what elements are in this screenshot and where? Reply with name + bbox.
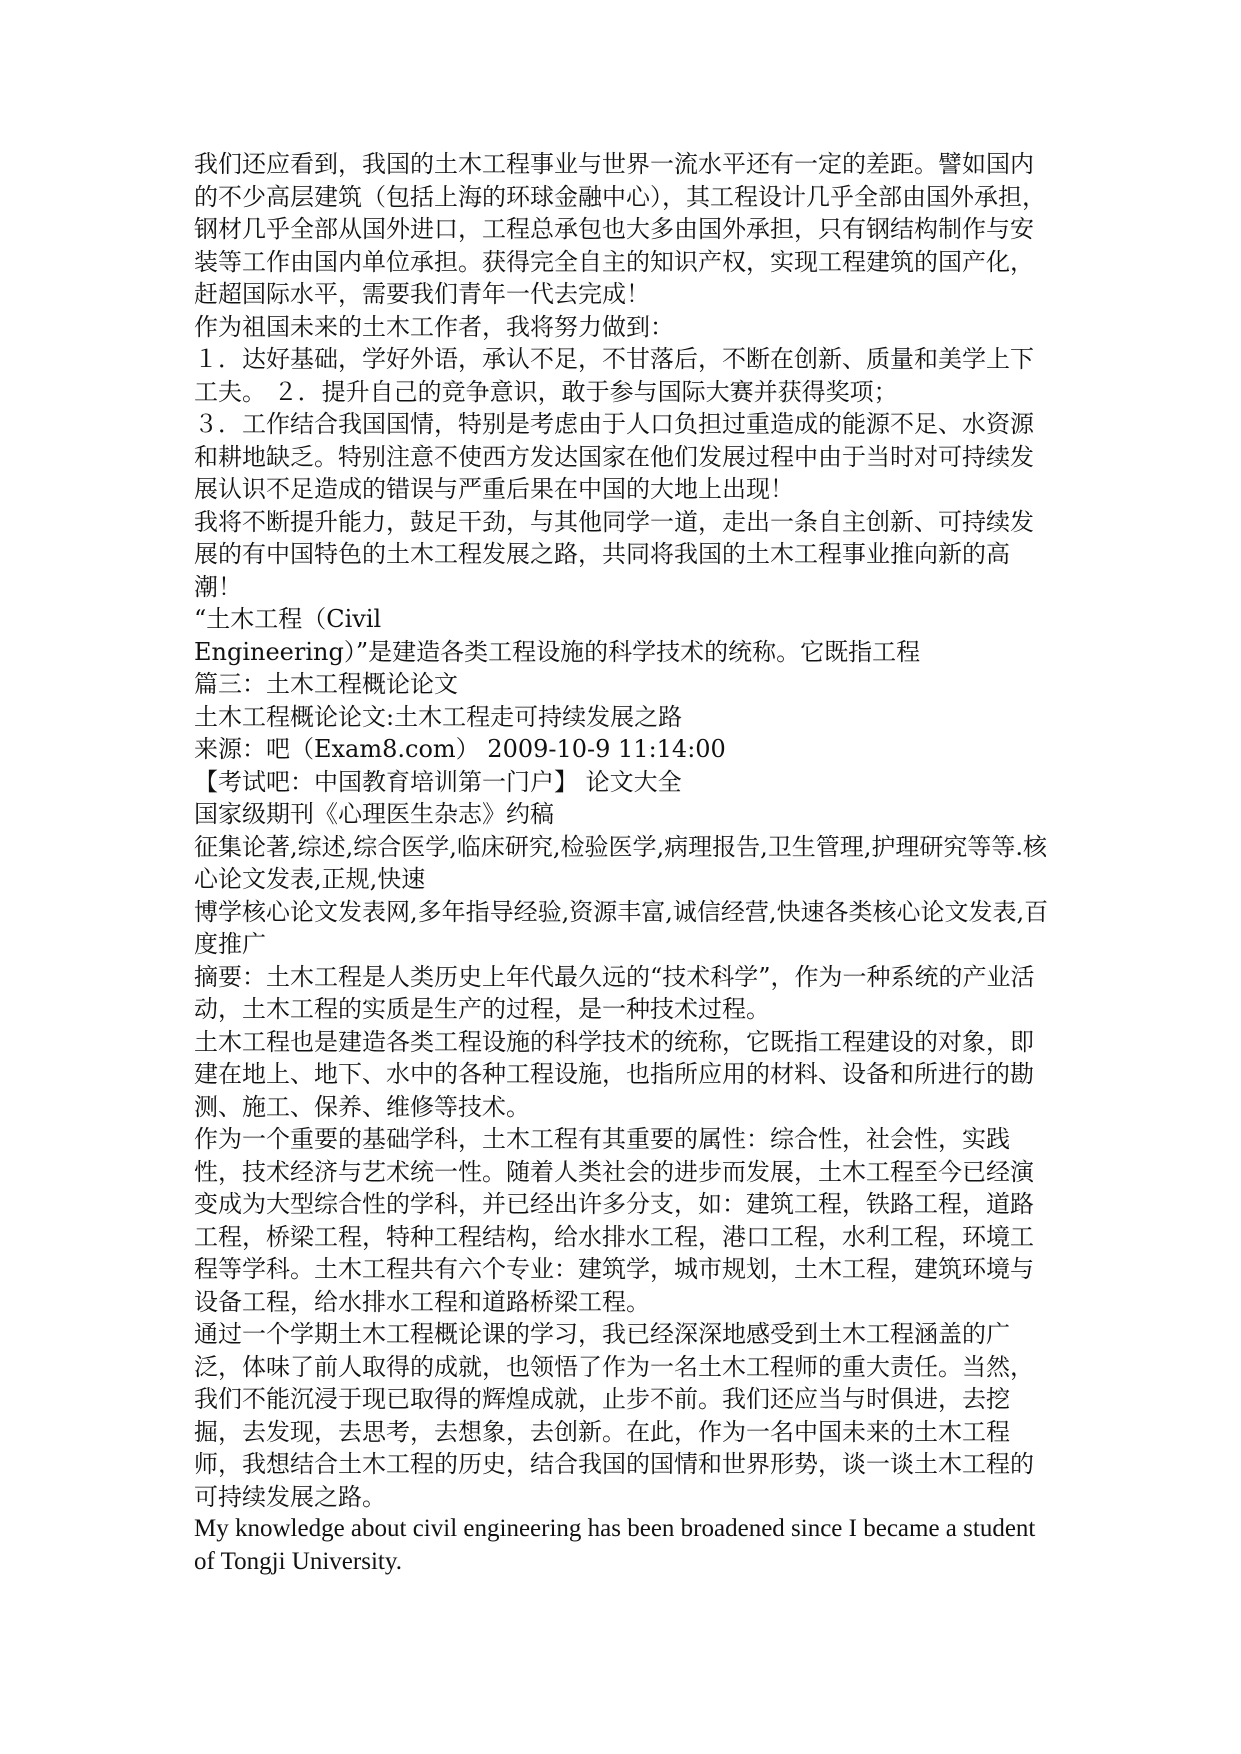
paragraph-gap-with-world: 我们还应看到，我国的土木工程事业与世界一流水平还有一定的差距。譬如国内的不少高层建筑（包括上海的环球金融中心），其工程设计几乎全部由国外承担，钢材几乎全部从国外进口，工程总承包也大多由国外承担，只有钢结构制作与安装等工作由国内单位承担。获得完全自主的知识产权，实现工程建筑的国产化，赶超国际水平，需要我们青年一代去完成！	[194, 150, 1046, 308]
paragraph-engineering-definition: Engineering）”是建造各类工程设施的科学技术的统称。它既指工程	[194, 637, 921, 666]
paragraph-study-reflection: 通过一个学期土木工程概论课的学习，我已经深深地感受到土木工程涵盖的广泛，体味了前人取得的成就，也领悟了作为一名土木工程师的重大责任。当然，我们不能沉浸于现已取得的辉煌成就，止步不前。我们还应当与时俱进，去挖掘，去发现，去思考，去想象，去创新。在此，作为一名中国未来的土木工程师，我想结合土木工程的历史，结合我国的国情和世界形势，谈一谈土木工程的可持续发展之路。	[194, 1320, 1034, 1511]
paragraph-pledge-intro: 作为祖国未来的土木工作者，我将努力做到：	[194, 312, 674, 341]
paragraph-civil-quote: “土木工程（Civil	[194, 605, 382, 633]
site-banner: 【考试吧：中国教育培训第一门户】 论文大全	[194, 767, 682, 796]
section-title: 篇三：土木工程概论论文	[194, 670, 458, 698]
paragraph-commitment: 我将不断提升能力，鼓足干劲，与其他同学一道，走出一条自主创新、可持续发展的有中国特色的土木工程发展之路，共同将我国的土木工程事业推向新的高潮！	[194, 507, 1034, 601]
paragraph-attributes: 作为一个重要的基础学科，土木工程有其重要的属性：综合性，社会性，实践性，技术经济与艺术统一性。随着人类社会的进步而发展，土木工程至今已经演变成为大型综合性的学科，并已经出许多分支，如：建筑工程，铁路工程，道路工程，桥梁工程，特种工程结构，给水排水工程，港口工程，水利工程，环境工程等学科。土木工程共有六个专业：建筑学，城市规划，土木工程，建筑环境与设备工程，给水排水工程和道路桥梁工程。	[194, 1125, 1034, 1316]
paragraph-pledge-1-2: １．达好基础，学好外语，承认不足，不甘落后，不断在创新、质量和美学上下工夫。 ２．提升自己的竞争意识，敢于参与国际大赛并获得奖项；	[194, 345, 1034, 406]
paragraph-definition: 土木工程也是建造各类工程设施的科学技术的统称，它既指工程建设的对象，即建在地上、地下、水中的各种工程设施，也指所应用的材料、设备和所进行的勘测、施工、保养、维修等技术。	[194, 1027, 1034, 1121]
document-body	[194, 148, 1054, 1578]
ad-journal: 国家级期刊《心理医生杂志》约稿	[194, 800, 554, 828]
ad-publishing: 博学核心论文发表网,多年指导经验,资源丰富,诚信经营,快速各类核心论文发表,百度推广	[194, 897, 1049, 958]
paragraph-pledge-3: ３．工作结合我国国情，特别是考虑由于人口负担过重造成的能源不足、水资源和耕地缺乏。特别注意不使西方发达国家在他们发展过程中由于当时对可持续发展认识不足造成的错误与严重后果在中国的大地上出现！	[194, 410, 1034, 503]
article-source: 来源：吧（Exam8.com） 2009-10-9 11:14:00	[194, 735, 726, 763]
article-title: 土木工程概论论文:土木工程走可持续发展之路	[194, 702, 683, 731]
paragraph-english: My knowledge about civil engineering has been broadened since I became a student of Tongji University.	[194, 1515, 1036, 1575]
ad-call-for-papers: 征集论著,综述,综合医学,临床研究,检验医学,病理报告,卫生管理,护理研究等等.核心论文发表,正规,快速	[194, 832, 1048, 893]
paragraph-abstract: 摘要：土木工程是人类历史上年代最久远的“技术科学”，作为一种系统的产业活动，土木工程的实质是生产的过程，是一种技术过程。	[194, 962, 1035, 1023]
